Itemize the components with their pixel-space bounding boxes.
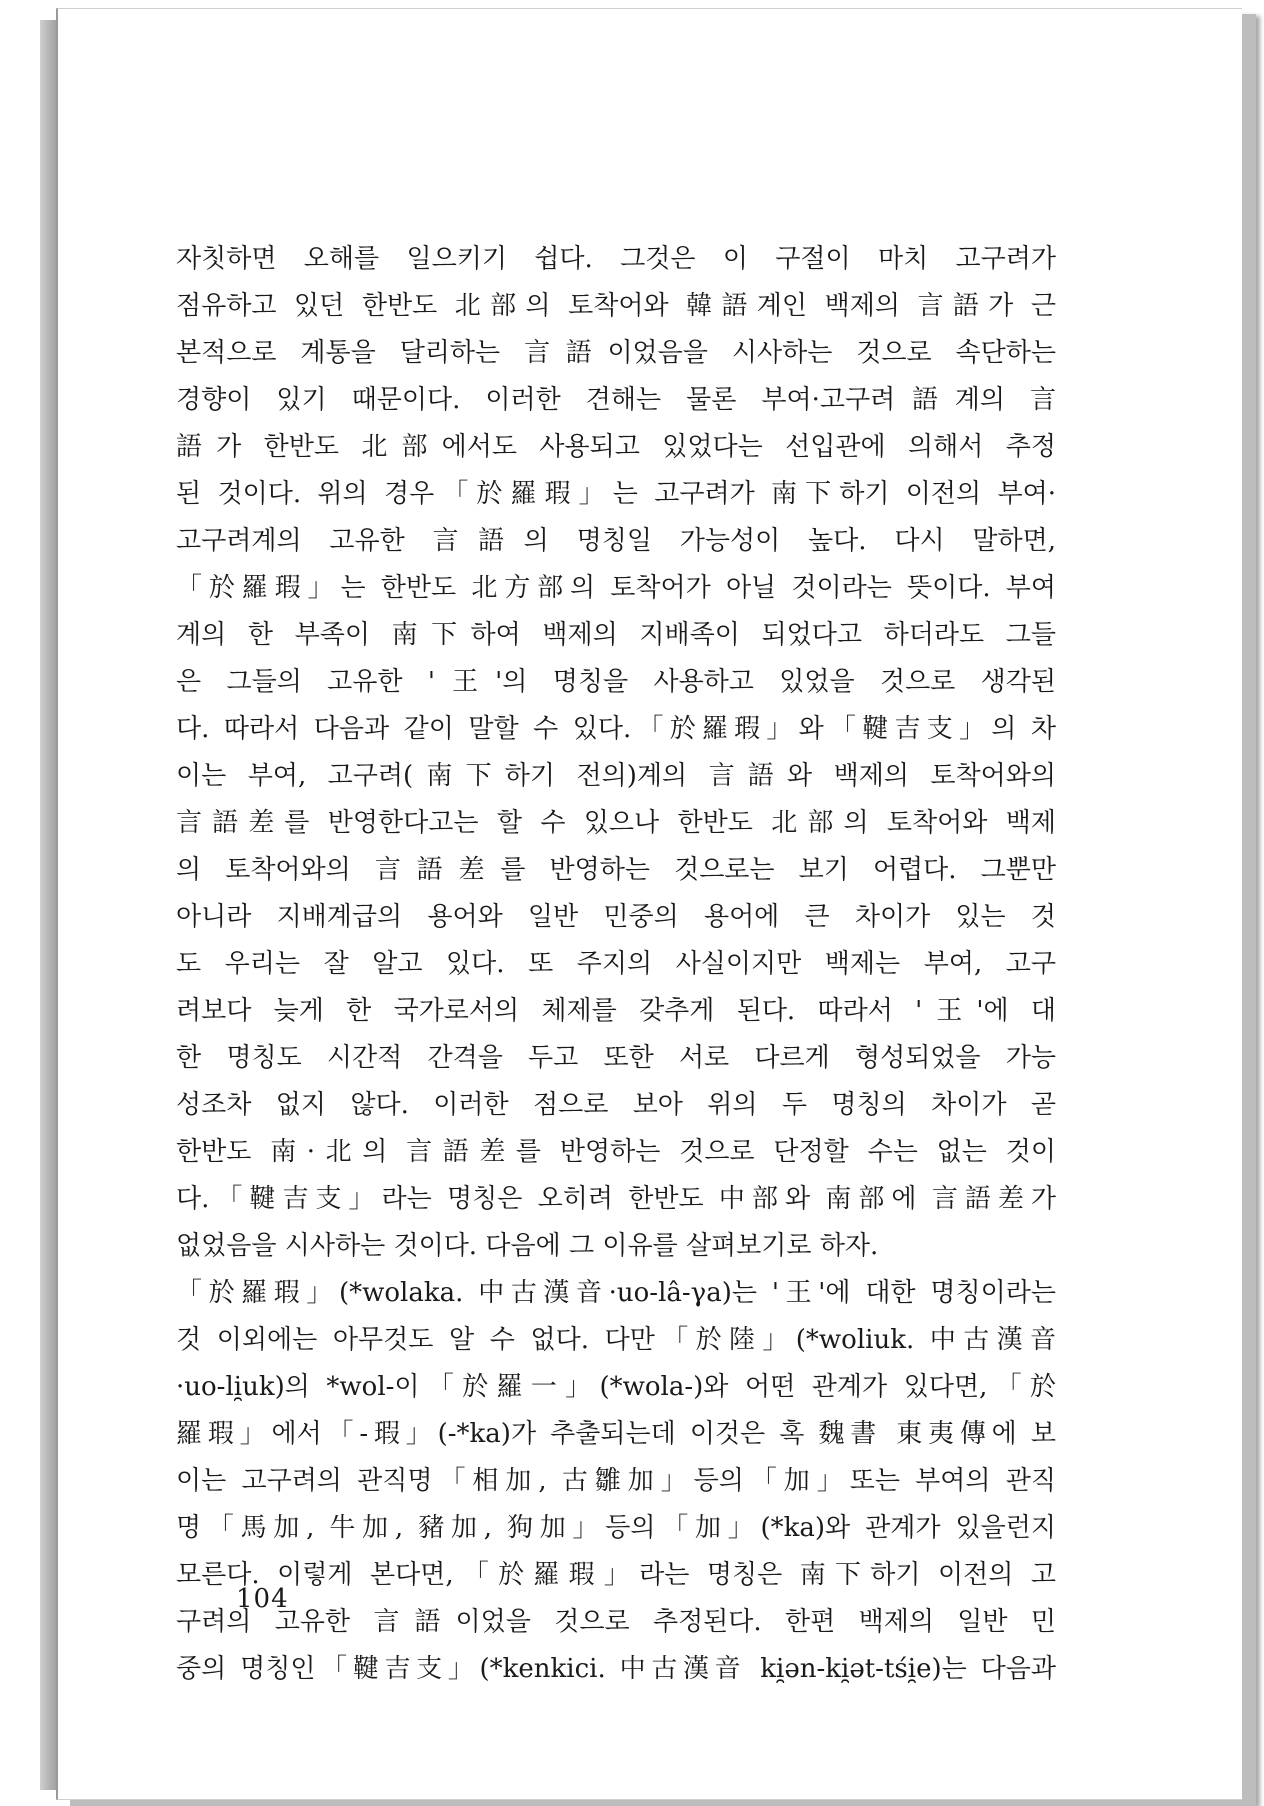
text-line: 점유하고 있던 한반도 北部의 토착어와 韓語계인 백제의 言語가 근 bbox=[176, 291, 1056, 321]
text-line: 고구려계의 고유한 言語의 명칭일 가능성이 높다. 다시 말하면, bbox=[176, 526, 1056, 556]
text-line: 한 명칭도 시간적 간격을 두고 또한 서로 다르게 형성되었을 가능 bbox=[176, 1043, 1056, 1073]
text-line: 본적으로 계통을 달리하는 言語이었음을 시사하는 것으로 속단하는 bbox=[176, 338, 1056, 368]
text-line: 명「馬加, 牛加, 豬加, 狗加」등의「加」(*ka)와 관계가 있을런지 bbox=[176, 1513, 1056, 1543]
text-line: 된 것이다. 위의 경우「於羅瑕」는 고구려가 南下하기 이전의 부여· bbox=[176, 479, 1056, 509]
text-line: 경향이 있기 때문이다. 이러한 견해는 물론 부여·고구려語계의 言 bbox=[176, 385, 1056, 415]
text-line: 것 이외에는 아무것도 알 수 없다. 다만「於陸」(*woliuk. 中古漢音 bbox=[176, 1325, 1056, 1355]
page-number: 104 bbox=[236, 1584, 289, 1614]
body-text bbox=[176, 236, 1056, 1693]
paragraph-2 bbox=[176, 1270, 1056, 1693]
text-line: 한반도 南·北의 言語差를 반영하는 것으로 단정할 수는 없는 것이 bbox=[176, 1137, 1056, 1167]
text-line: 이는 부여, 고구려(南下하기 전의)계의 言語와 백제의 토착어와의 bbox=[176, 761, 1056, 791]
text-line: 다.「鞬吉支」라는 명칭은 오히려 한반도 中部와 南部에 言語差가 bbox=[176, 1184, 1056, 1214]
text-line: ·uo-li̯uk)의 *wol-이「於羅一」(*wola-)와 어떤 관계가 있다면,「於 bbox=[176, 1372, 1056, 1402]
text-line: 구려의 고유한 言語이었을 것으로 추정된다. 한편 백제의 일반 민 bbox=[176, 1607, 1056, 1637]
text-line: 없었음을 시사하는 것이다. 다음에 그 이유를 살펴보기로 하자. bbox=[176, 1231, 879, 1261]
text-line: 자칫하면 오해를 일으키기 쉽다. 그것은 이 구절이 마치 고구려가 bbox=[176, 244, 1056, 274]
text-line: 言語差를 반영한다고는 할 수 있으나 한반도 北部의 토착어와 백제 bbox=[176, 808, 1056, 838]
text-line: 다. 따라서 다음과 같이 말할 수 있다.「於羅瑕」와「鞬吉支」의 차 bbox=[176, 714, 1056, 744]
text-line: 羅瑕」에서「-瑕」(-*ka)가 추출되는데 이것은 혹 魏書 東夷傳에 보 bbox=[176, 1419, 1056, 1449]
text-line: 려보다 늦게 한 국가로서의 체제를 갖추게 된다. 따라서 '王'에 대 bbox=[176, 996, 1056, 1026]
text-line: 성조차 없지 않다. 이러한 점으로 보아 위의 두 명칭의 차이가 곧 bbox=[176, 1090, 1056, 1120]
text-line: 중의 명칭인「鞬吉支」(*kenkici. 中古漢音 ki̯ən-ki̯ət-tśi̯e)는 다음과 bbox=[176, 1654, 1056, 1684]
text-line: 도 우리는 잘 알고 있다. 또 주지의 사실이지만 백제는 부여, 고구 bbox=[176, 949, 1056, 979]
text-line: 의 토착어와의 言語差를 반영하는 것으로는 보기 어렵다. 그뿐만 bbox=[176, 855, 1056, 885]
text-line: 아니라 지배계급의 용어와 일반 민중의 용어에 큰 차이가 있는 것 bbox=[176, 902, 1056, 932]
text-line: 「於羅瑕」는 한반도 北方部의 토착어가 아닐 것이라는 뜻이다. 부여 bbox=[176, 573, 1056, 603]
text-line: 모른다. 이렇게 본다면,「於羅瑕」라는 명칭은 南下하기 이전의 고 bbox=[176, 1560, 1056, 1590]
text-line: 語가 한반도 北部에서도 사용되고 있었다는 선입관에 의해서 추정 bbox=[176, 432, 1056, 462]
text-line: 은 그들의 고유한 '王'의 명칭을 사용하고 있었을 것으로 생각된 bbox=[176, 667, 1056, 697]
text-line: 계의 한 부족이 南下하여 백제의 지배족이 되었다고 하더라도 그들 bbox=[176, 620, 1056, 650]
paragraph-1 bbox=[176, 236, 1056, 1270]
text-line: 「於羅瑕」(*wolaka. 中古漢音·uo-lâ-γa)는 '王'에 대한 명칭이라는 bbox=[176, 1278, 1056, 1308]
text-line: 이는 고구려의 관직명「相加, 古雛加」등의「加」또는 부여의 관직 bbox=[176, 1466, 1056, 1496]
